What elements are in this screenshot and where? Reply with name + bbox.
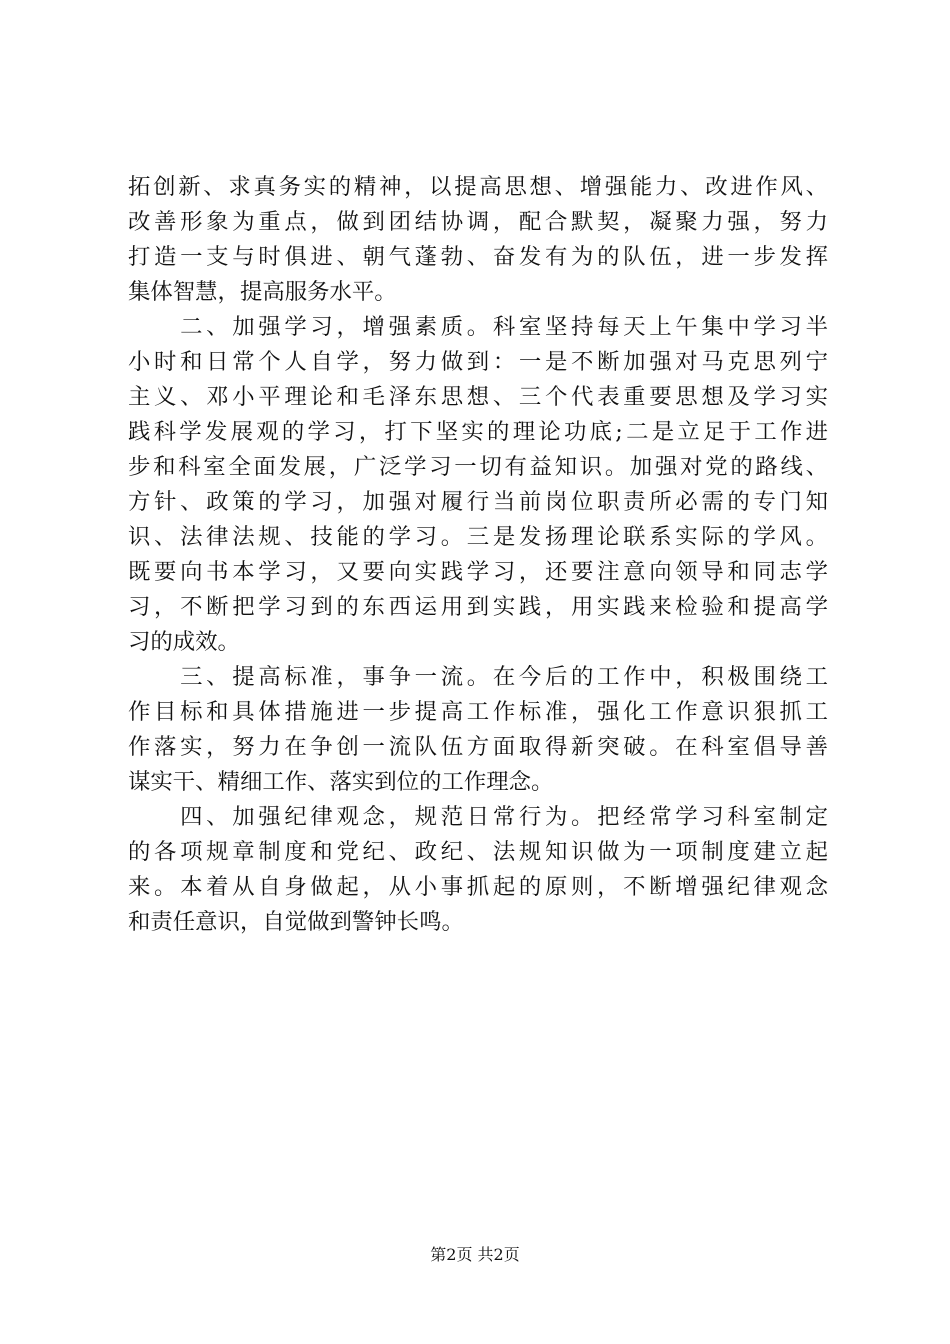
text-line: 三、提高标准，事争一流。在今后的工作中，积极围绕工 [128,664,828,690]
text-line: 识、法律法规、技能的学习。三是发扬理论联系实际的学风。 [128,524,828,550]
text-line: 步和科室全面发展，广泛学习一切有益知识。加强对党的路线、 [128,454,828,480]
text-line: 二、加强学习，增强素质。科室坚持每天上午集中学习半 [128,314,828,340]
text-line: 来。本着从自身做起，从小事抓起的原则，不断增强纪律观念 [128,874,828,900]
paragraph-3 [128,660,828,800]
text-line: 作落实，努力在争创一流队伍方面取得新突破。在科室倡导善 [128,734,828,760]
paragraph-2 [128,310,828,660]
text-line: 作目标和具体措施进一步提高工作标准，强化工作意识狠抓工 [128,699,828,725]
paragraph-1 [128,170,828,310]
text-line: 小时和日常个人自学，努力做到：一是不断加强对马克思列宁 [128,349,828,375]
text-line: 和责任意识，自觉做到警钟长鸣。 [128,909,464,935]
page-number-footer: 第2页 共2页 [430,1245,520,1264]
text-line: 四、加强纪律观念，规范日常行为。把经常学习科室制定 [128,804,828,830]
paragraph-4 [128,800,828,940]
text-line: 践科学发展观的学习，打下坚实的理论功底;二是立足于工作进 [128,419,828,445]
text-line: 的各项规章制度和党纪、政纪、法规知识做为一项制度建立起 [128,839,828,865]
text-line: 习的成效。 [128,629,240,655]
text-line: 打造一支与时俱进、朝气蓬勃、奋发有为的队伍，进一步发挥 [128,244,828,270]
text-line: 集体智慧，提高服务水平。 [128,279,397,305]
text-line: 主义、邓小平理论和毛泽东思想、三个代表重要思想及学习实 [128,384,828,410]
text-line: 方针、政策的学习，加强对履行当前岗位职责所必需的专门知 [128,489,828,515]
text-line: 拓创新、求真务实的精神，以提高思想、增强能力、改进作风、 [128,174,828,200]
text-line: 既要向书本学习，又要向实践学习，还要注意向领导和同志学 [128,559,828,585]
document-body [128,170,828,940]
text-line: 谋实干、精细工作、落实到位的工作理念。 [128,769,554,795]
text-line: 改善形象为重点，做到团结协调，配合默契，凝聚力强，努力 [128,209,828,235]
text-line: 习，不断把学习到的东西运用到实践，用实践来检验和提高学 [128,594,828,620]
